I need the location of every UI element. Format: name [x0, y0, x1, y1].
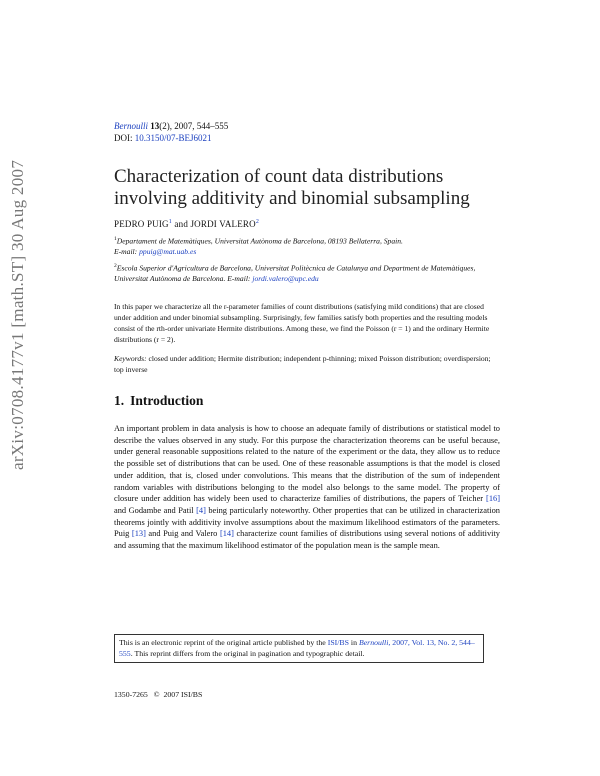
author-1: PEDRO PUIG — [114, 219, 169, 229]
citation-link-4[interactable]: [4] — [196, 505, 206, 515]
keywords — [114, 353, 500, 375]
citation-link-14[interactable]: [14] — [219, 529, 234, 539]
paper-title: Characterization of count data distributions involving additivity and binomial subsampling — [114, 166, 470, 209]
section-heading-introduction — [114, 393, 500, 409]
affiliation-1-mark: 1 — [114, 236, 117, 242]
author-1-affil-ref[interactable]: 1 — [168, 219, 172, 225]
reprint-journal-link[interactable]: Bernoulli — [358, 638, 389, 647]
reprint-notice-box — [114, 634, 484, 663]
intro-text-4: and Puig and Valero — [145, 529, 220, 539]
intro-text-3: being particularly noteworthy. Other properties that can be utilized in characterization theorems jointly with additivity involve assumptions about the maximum likelihood estimators of the parameters. Puig — [114, 505, 500, 539]
keywords-label: Keywords: — [114, 354, 147, 364]
affiliation-2-email-link[interactable]: jordi.valero@upc.edu — [252, 273, 319, 283]
footer-copyright — [114, 690, 202, 699]
author-2-affil-ref[interactable]: 2 — [255, 219, 260, 225]
reprint-text-2: in — [348, 638, 359, 647]
journal-name-link[interactable]: Bernoulli — [114, 121, 148, 131]
affiliation-1-text: Departament de Matemàtiques, Universitat Autònoma de Barcelona, 08193 Bellaterra, Spain. — [116, 236, 403, 246]
citation-link-16[interactable]: [16] — [486, 494, 500, 504]
affiliation-2-email-label: E-mail: — [227, 273, 251, 283]
journal-volume: 13 — [150, 121, 160, 131]
abstract: In this paper we characterize all the r-parameter families of count distributions (satisfying mild conditions) that are closed under addition and under binomial subsampling. Surprisingly, few families satisfy both properties and the resulting models consist of the rth-order univariate Hermite distributions. Among these, we find the Poisson (r = 1) and the ordinary Hermite distributions (r = 2). — [114, 302, 490, 345]
copyright-symbol: © — [153, 690, 160, 699]
footer-copyright-text: 2007 ISI/BS — [163, 690, 203, 699]
affiliation-1-email-link[interactable]: ppuig@mat.uab.es — [139, 247, 197, 257]
section-title: Introduction — [130, 393, 204, 409]
citation-link-13[interactable]: [13] — [131, 529, 146, 539]
authors-and: and — [174, 219, 189, 229]
author-2: JORDI VALERO — [190, 219, 256, 229]
author-line — [114, 219, 500, 229]
journal-info — [114, 120, 500, 144]
introduction-paragraph — [114, 423, 500, 552]
affiliation-2-text: Escola Superior d'Agricultura de Barcelona, Universitat Politècnica de Catalunya and Department de Matemàtiques, Universitat Autònoma de Barcelona. — [114, 263, 476, 283]
affiliation-2 — [114, 261, 500, 285]
affiliation-1 — [114, 234, 500, 258]
intro-text-1: An important problem in data analysis is how to choose an adequate family of distributions or statistical model to describe the values observed in any study. For this purpose the characterization theorems can be useful because, under general reasonable suppositions related to the nature of the experiment or the data, they allow us to reduce the possible set of distributions that can be used. One of these reasonable assumptions is that the model is closed under addition, that is, closed under convolutions. This means that the distribution of the sum of independent random variables with distributions belonging to the model also belongs to the same model. The property of closure under addition has widely been used to characterize families of distributions, the papers of Teicher — [114, 424, 500, 504]
keywords-text: closed under addition; Hermite distribution; independent p-thinning; mixed Poisson distribution; overdispersion; top inverse — [114, 354, 491, 375]
journal-issue-pages: (2), 2007, 544–555 — [159, 121, 229, 131]
affiliation-1-email-label: E-mail: — [114, 247, 138, 257]
article-page — [114, 120, 500, 552]
arxiv-sidebar-stamp: arXiv:0708.4177v1 [math.ST] 30 Aug 2007 — [8, 159, 27, 470]
doi-link[interactable]: 10.3150/07-BEJ6021 — [134, 133, 212, 143]
publisher-link[interactable]: ISI/BS — [327, 638, 349, 647]
intro-text-5: characterize count families of distributions using several notions of additivity and assuming that the maximum likelihood estimator of the population mean is the sample mean. — [114, 529, 500, 551]
reprint-text-3: . This reprint differs from the original in pagination and typographic detail. — [130, 648, 365, 658]
affiliation-2-mark: 2 — [114, 262, 117, 269]
doi-label: DOI: — [114, 133, 133, 143]
reprint-text-1: This is an electronic reprint of the original article published by the — [119, 638, 328, 647]
reprint-citation-link[interactable]: , 2007, Vol. 13, No. 2, 544–555 — [119, 638, 475, 658]
intro-text-2: and Godambe and Patil — [114, 505, 197, 515]
section-number: 1. — [114, 393, 125, 409]
footer-issn: 1350-7265 — [114, 690, 148, 699]
